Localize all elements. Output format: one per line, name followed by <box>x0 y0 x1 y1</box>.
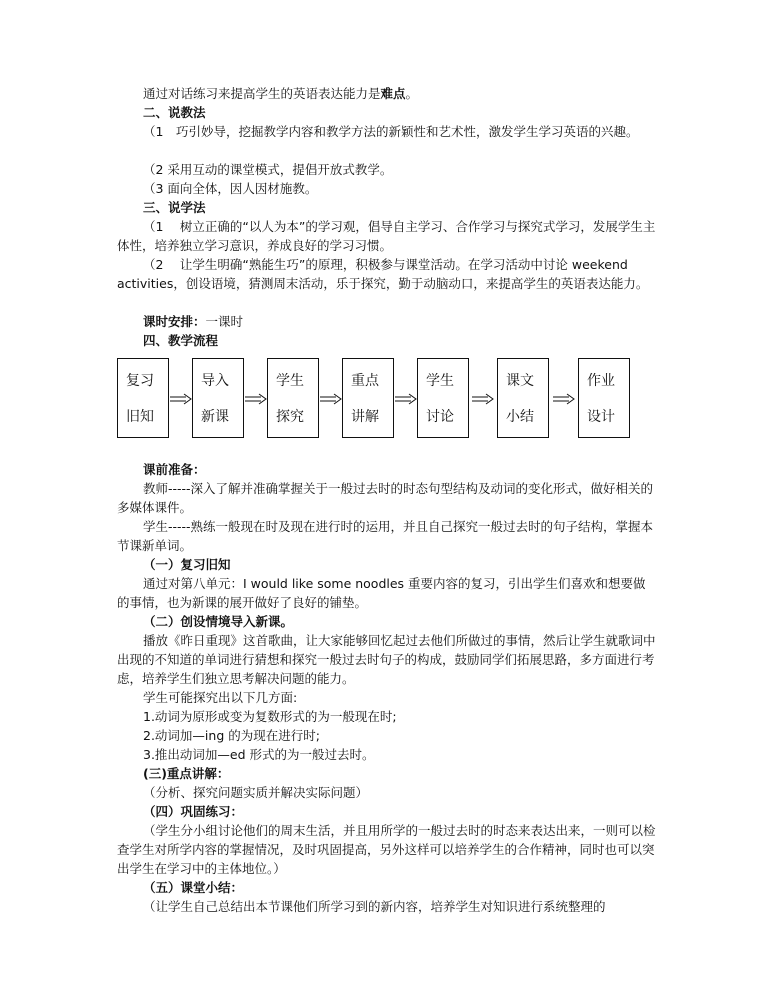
flow-box-label: 讲解 <box>351 409 379 425</box>
text: 通过对话练习来提高学生的英语表达能力是 <box>143 86 381 101</box>
key-points-text: （分析、探究问题实质并解决实际问题） <box>143 785 369 800</box>
method-item-2: （2 采用互动的课堂模式，提倡开放式教学。 <box>143 162 393 177</box>
heading-summary: （五）课堂小结： <box>143 880 244 895</box>
flow-box <box>192 358 244 438</box>
arrow-right-icon <box>170 393 192 405</box>
flow-box-label: 讨论 <box>426 409 454 425</box>
teacher-preparation: 教师-----深入了解并准确掌握关于一般过去时的时态句型结构及动词的变化形式，做好相关的多媒体课件。 <box>117 481 654 515</box>
method-item-3: （3 面向全体，因人因材施教。 <box>143 181 318 196</box>
class-time-value: 一课时 <box>205 314 244 329</box>
flow-box-label: 设计 <box>587 409 615 425</box>
introduction-text: 播放《昨日重现》这首歌曲，让大家能够回忆起过去他们所做过的事情，然后让学生就歌词中出现的不知道的单词进行猜想和探究一般过去时句子的构成，鼓励同学们拓展思路，多方面进行考虑，培养学生们独立思考解决问题的能力。 <box>117 633 656 686</box>
heading-review: （一）复习旧知 <box>143 557 231 572</box>
heading-key-points: (三)重点讲解： <box>143 766 230 781</box>
flow-box-label: 旧知 <box>126 409 154 425</box>
flow-box-label: 课文 <box>506 373 534 389</box>
arrow-right-icon <box>553 393 575 405</box>
class-time-label: 课时安排： <box>143 314 206 329</box>
class-time <box>117 312 657 331</box>
heading-teaching-method: 二、说教法 <box>143 105 206 120</box>
practice-text: （学生分小组讨论他们的周末生活，并且用所学的一般过去时的时态来表达出来，一则可以检查学生对所学内容的掌握情况，及时巩固提高，另外这样可以培养学生的合作精神，同时也可以突出学生在学习中的主体地位。） <box>117 823 656 876</box>
learning-item-2: （2 让学生明确“熟能生巧”的原理，积极参与课堂活动。在学习活动中讨论 weekend activities，创设语境，猜测周末活动，乐于探究，勤于动脑动口，来提高学生的英语表达能力。 <box>117 257 649 291</box>
flow-box <box>578 358 630 438</box>
arrow-right-icon <box>395 393 417 405</box>
explore-item-3: 3.推出动词加—ed 形式的为一般过去时。 <box>143 747 375 762</box>
bold-text: 难点 <box>380 86 406 101</box>
flowchart <box>117 358 657 438</box>
flow-box <box>117 358 169 438</box>
flow-box-label: 复习 <box>126 373 154 389</box>
flow-box-label: 重点 <box>351 373 379 389</box>
flow-box <box>497 358 549 438</box>
arrow-right-icon <box>245 393 267 405</box>
text: 。 <box>405 86 419 101</box>
arrow-right-icon <box>472 393 494 405</box>
flow-box-label: 探究 <box>276 409 304 425</box>
arrow-right-icon <box>320 393 342 405</box>
flow-box-label: 新课 <box>201 409 229 425</box>
explore-item-2: 2.动词加—ing 的为现在进行时; <box>143 728 320 743</box>
flow-box-label: 作业 <box>587 373 615 389</box>
explore-item-1: 1.动词为原形或变为复数形式的为一般现在时; <box>143 709 397 724</box>
flow-box-label: 小结 <box>506 409 534 425</box>
flow-box-label: 学生 <box>276 373 304 389</box>
method-item-1: （1 巧引妙导，挖掘教学内容和教学方法的新颖性和艺术性，激发学生学习英语的兴趣。 <box>143 124 639 139</box>
flow-box <box>342 358 394 438</box>
heading-learning-method: 三、说学法 <box>143 200 206 215</box>
review-text: 通过对第八单元：I would like some noodles 重要内容的复习，引出学生们喜欢和想要做的事情，也为新课的展开做好了良好的铺垫。 <box>117 576 646 610</box>
heading-preparation: 课前准备： <box>143 462 206 477</box>
learning-item-1: （1 树立正确的“以人为本”的学习观，倡导自主学习、合作学习与探究式学习，发展学生主体性，培养独立学习意识，养成良好的学习习惯。 <box>117 219 656 253</box>
flow-box <box>267 358 319 438</box>
paragraph-difficulty <box>117 84 657 103</box>
heading-practice: （四）巩固练习： <box>143 804 244 819</box>
flow-box-label: 学生 <box>426 373 454 389</box>
heading-teaching-process: 四、教学流程 <box>143 333 219 348</box>
heading-introduction: （二）创设情境导入新课。 <box>143 614 294 629</box>
explore-intro: 学生可能探究出以下几方面: <box>143 690 298 705</box>
flow-box-label: 导入 <box>201 373 229 389</box>
summary-text: （让学生自己总结出本节课他们所学习到的新内容，培养学生对知识进行系统整理的 <box>143 899 606 914</box>
student-preparation: 学生-----熟练一般现在时及现在进行时的运用，并且自己探究一般过去时的句子结构，掌握本节课新单词。 <box>117 519 654 553</box>
flow-box <box>417 358 469 438</box>
